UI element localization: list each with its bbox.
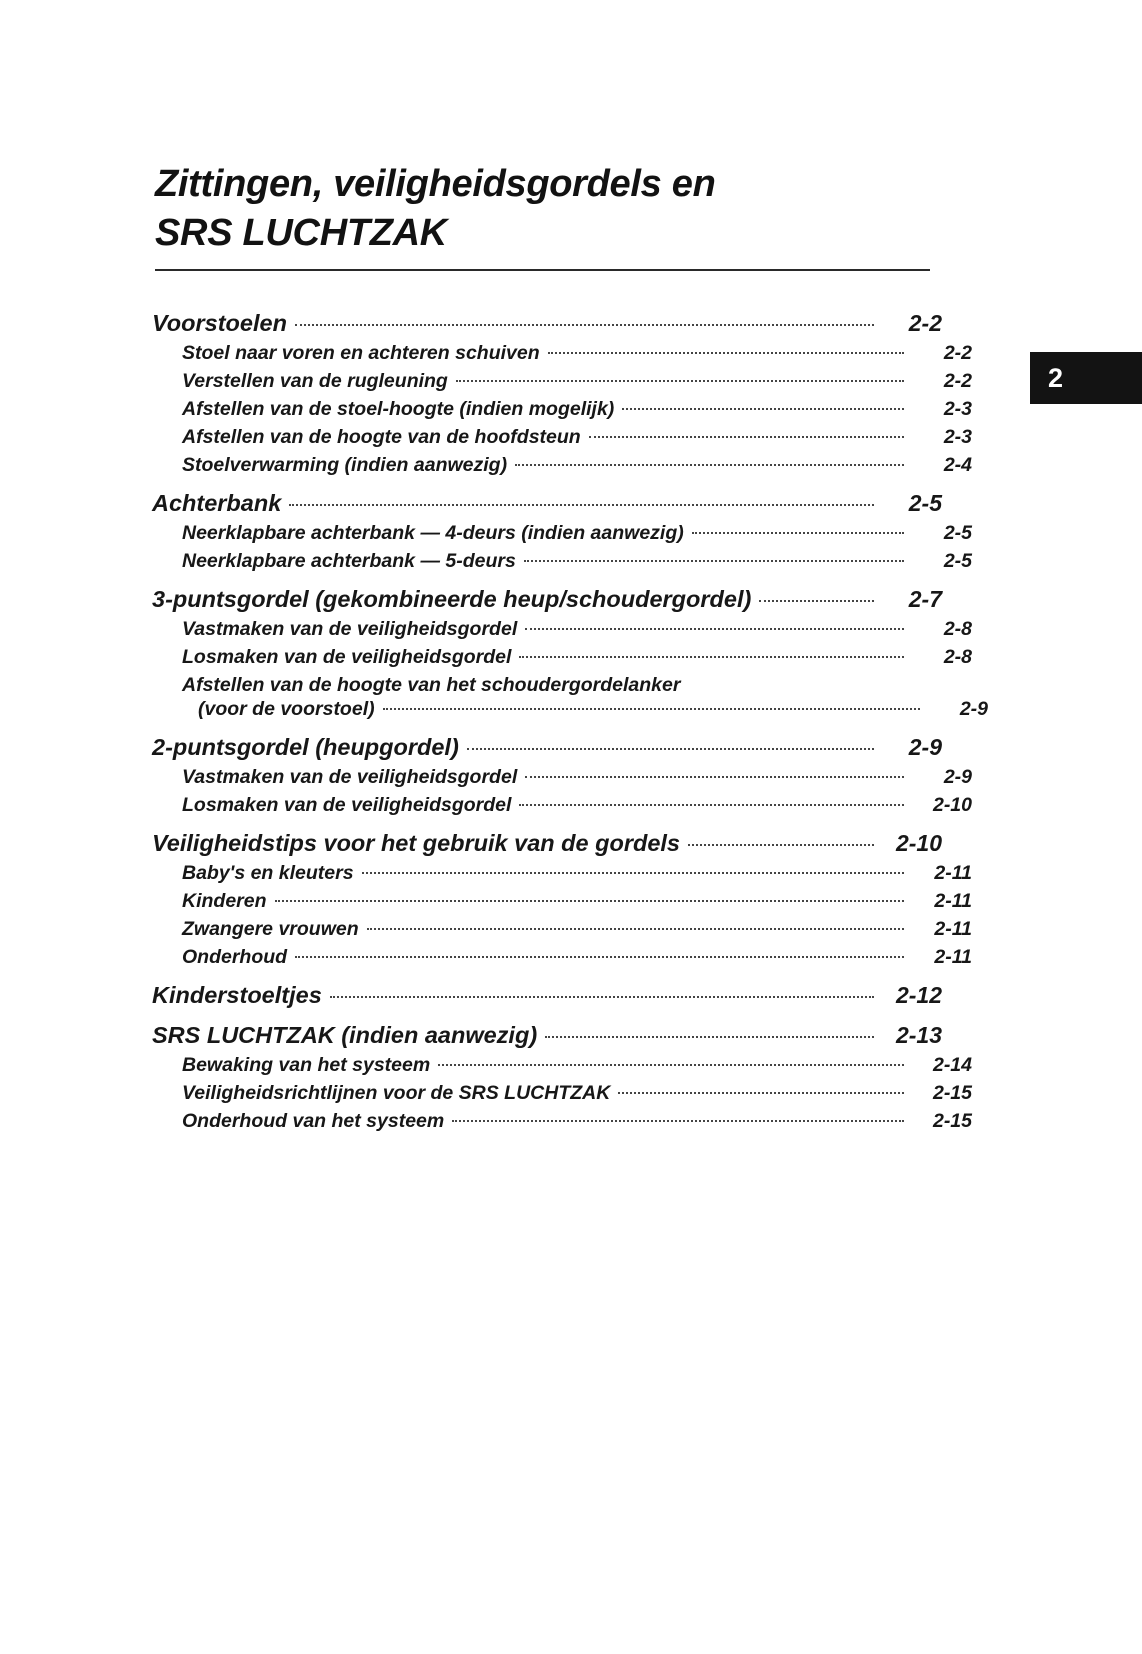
toc-entry-page: 2-2 <box>943 342 972 364</box>
toc-leader-dots <box>525 628 904 630</box>
toc-leader-dots <box>688 844 874 846</box>
toc-entry-label: Baby's en kleuters <box>182 862 354 884</box>
toc-entry-subsection[interactable] <box>152 1054 972 1077</box>
toc-entry-label: Afstellen van de hoogte van de hoofdsteun <box>182 426 581 448</box>
chapter-number: 2 <box>1048 362 1064 393</box>
toc-entry-subsection[interactable] <box>152 454 972 477</box>
toc-entry-subsection[interactable] <box>152 522 972 545</box>
toc-leader-dots <box>295 956 904 958</box>
toc-entry-page: 2-8 <box>943 618 972 640</box>
toc-entry-page: 2-3 <box>943 398 972 420</box>
page-title-line-1: Zittingen, veiligheidsgordels en <box>155 163 716 205</box>
toc-entry-page: 2-5 <box>908 490 942 516</box>
toc-leader-dots <box>519 804 904 806</box>
toc-entry-page: 2-9 <box>908 734 942 760</box>
toc-entry-section[interactable] <box>152 1022 942 1049</box>
toc-entry-label: Stoel naar voren en achteren schuiven <box>182 342 540 364</box>
toc-entry-subsection[interactable] <box>152 550 972 573</box>
toc-leader-dots <box>289 504 874 506</box>
toc-entry-subsection[interactable] <box>152 646 972 669</box>
toc-entry-section[interactable] <box>152 830 942 857</box>
toc-entry-page: 2-9 <box>959 698 988 720</box>
toc-leader-dots <box>525 776 904 778</box>
toc-entry-page: 2-9 <box>943 766 972 788</box>
toc-leader-dots <box>692 532 904 534</box>
toc-entry-label: Voorstoelen <box>152 310 287 336</box>
toc-leader-dots <box>467 748 874 750</box>
toc-entry-page: 2-15 <box>932 1110 972 1132</box>
toc-leader-dots <box>295 324 874 326</box>
toc-entry-label: Neerklapbare achterbank — 4-deurs (indien aanwezig) <box>182 522 684 544</box>
toc-entry-section[interactable] <box>152 734 942 761</box>
toc-entry-page: 2-11 <box>934 946 972 968</box>
toc-leader-dots <box>524 560 904 562</box>
toc-entry-page: 2-10 <box>932 794 972 816</box>
toc-leader-dots <box>548 352 904 354</box>
toc-leader-dots <box>383 708 920 710</box>
toc-entry-subsection[interactable] <box>152 398 972 421</box>
toc-entry-label: Veiligheidsrichtlijnen voor de SRS LUCHTZAK <box>182 1082 611 1104</box>
page-title <box>155 160 930 271</box>
toc-entry-subsection[interactable] <box>152 426 972 449</box>
toc-entry-label: Zwangere vrouwen <box>182 918 359 940</box>
toc-leader-dots <box>618 1092 904 1094</box>
toc-entry-page: 2-10 <box>895 830 942 856</box>
title-divider <box>155 269 930 271</box>
toc-leader-dots <box>759 600 874 602</box>
toc-leader-dots <box>622 408 904 410</box>
toc-entry-subsection[interactable] <box>152 862 972 885</box>
toc-entry-page: 2-3 <box>943 426 972 448</box>
toc-entry-subsection[interactable] <box>152 918 972 941</box>
toc-entry-page: 2-2 <box>908 310 942 336</box>
toc-entry-label: Afstellen van de stoel-hoogte (indien mogelijk) <box>182 398 615 420</box>
toc-entry-label: SRS LUCHTZAK (indien aanwezig) <box>152 1022 538 1048</box>
toc-entry-subsection[interactable] <box>152 698 988 721</box>
toc-entry-subsection[interactable] <box>152 1082 972 1105</box>
toc-entry-page: 2-11 <box>934 890 972 912</box>
toc-entry-label: Stoelverwarming (indien aanwezig) <box>182 454 508 476</box>
toc-entry-label: Verstellen van de rugleuning <box>182 370 448 392</box>
toc-entry-label: 3-puntsgordel (gekombineerde heup/schoudergordel) <box>152 586 752 612</box>
toc-entry-page: 2-11 <box>934 918 972 940</box>
toc-entry-section[interactable] <box>152 310 942 337</box>
toc-entry-subsection[interactable] <box>152 766 972 789</box>
toc-entry-page: 2-4 <box>943 454 972 476</box>
toc-entry-page: 2-15 <box>932 1082 972 1104</box>
toc-leader-dots <box>275 900 904 902</box>
page-title-line-2: SRS LUCHTZAK <box>155 211 447 254</box>
toc-leader-dots <box>438 1064 904 1066</box>
toc-leader-dots <box>519 656 904 658</box>
toc-entry-page: 2-11 <box>934 862 972 884</box>
toc-entry-subsection[interactable] <box>152 674 972 697</box>
toc-entry-label: Onderhoud van het systeem <box>182 1110 445 1132</box>
toc-entry-label: Vastmaken van de veiligheidsgordel <box>182 766 518 788</box>
toc-entry-section[interactable] <box>152 490 942 517</box>
toc-entry-label: Kinderstoeltjes <box>152 982 322 1008</box>
toc-leader-dots <box>330 996 874 998</box>
toc-entry-label: Losmaken van de veiligheidsgordel <box>182 794 512 816</box>
toc-leader-dots <box>515 464 904 466</box>
toc-entry-page: 2-2 <box>943 370 972 392</box>
toc-entry-page: 2-12 <box>895 982 942 1008</box>
toc-entry-page: 2-13 <box>895 1022 942 1048</box>
toc-entry-subsection[interactable] <box>152 890 972 913</box>
toc-entry-label: Achterbank <box>152 490 282 516</box>
toc-entry-page: 2-8 <box>943 646 972 668</box>
toc-entry-page: 2-7 <box>908 586 942 612</box>
toc-entry-page: 2-5 <box>943 522 972 544</box>
toc-leader-dots <box>456 380 904 382</box>
toc-leader-dots <box>367 928 904 930</box>
toc-entry-label: Bewaking van het systeem <box>182 1054 431 1076</box>
toc-entry-label: Losmaken van de veiligheidsgordel <box>182 646 512 668</box>
toc-entry-label: Veiligheidstips voor het gebruik van de gordels <box>152 830 680 856</box>
chapter-tab <box>1030 352 1142 404</box>
toc-leader-dots <box>545 1036 874 1038</box>
toc-entry-subsection[interactable] <box>152 1110 972 1133</box>
toc-entry-section[interactable] <box>152 982 942 1009</box>
toc-entry-label: Neerklapbare achterbank — 5-deurs <box>182 550 516 572</box>
toc-entry-page: 2-5 <box>943 550 972 572</box>
toc-entry-label: Kinderen <box>182 890 267 912</box>
table-of-contents <box>152 297 988 1133</box>
toc-leader-dots <box>362 872 904 874</box>
toc-entry-label: Onderhoud <box>182 946 288 968</box>
toc-entry-subsection[interactable] <box>152 946 972 969</box>
toc-entry-page: 2-14 <box>932 1054 972 1076</box>
toc-entry-label: (voor de voorstoel) <box>198 698 375 720</box>
toc-entry-label: Vastmaken van de veiligheidsgordel <box>182 618 518 640</box>
toc-entry-subsection[interactable] <box>152 370 972 393</box>
toc-entry-label: 2-puntsgordel (heupgordel) <box>152 734 459 760</box>
toc-entry-subsection[interactable] <box>152 618 972 641</box>
toc-entry-label: Afstellen van de hoogte van het schoudergordelanker <box>182 674 681 696</box>
toc-entry-section[interactable] <box>152 586 942 613</box>
toc-leader-dots <box>452 1120 904 1122</box>
toc-entry-subsection[interactable] <box>152 342 972 365</box>
toc-entry-subsection[interactable] <box>152 794 972 817</box>
toc-leader-dots <box>589 436 904 438</box>
